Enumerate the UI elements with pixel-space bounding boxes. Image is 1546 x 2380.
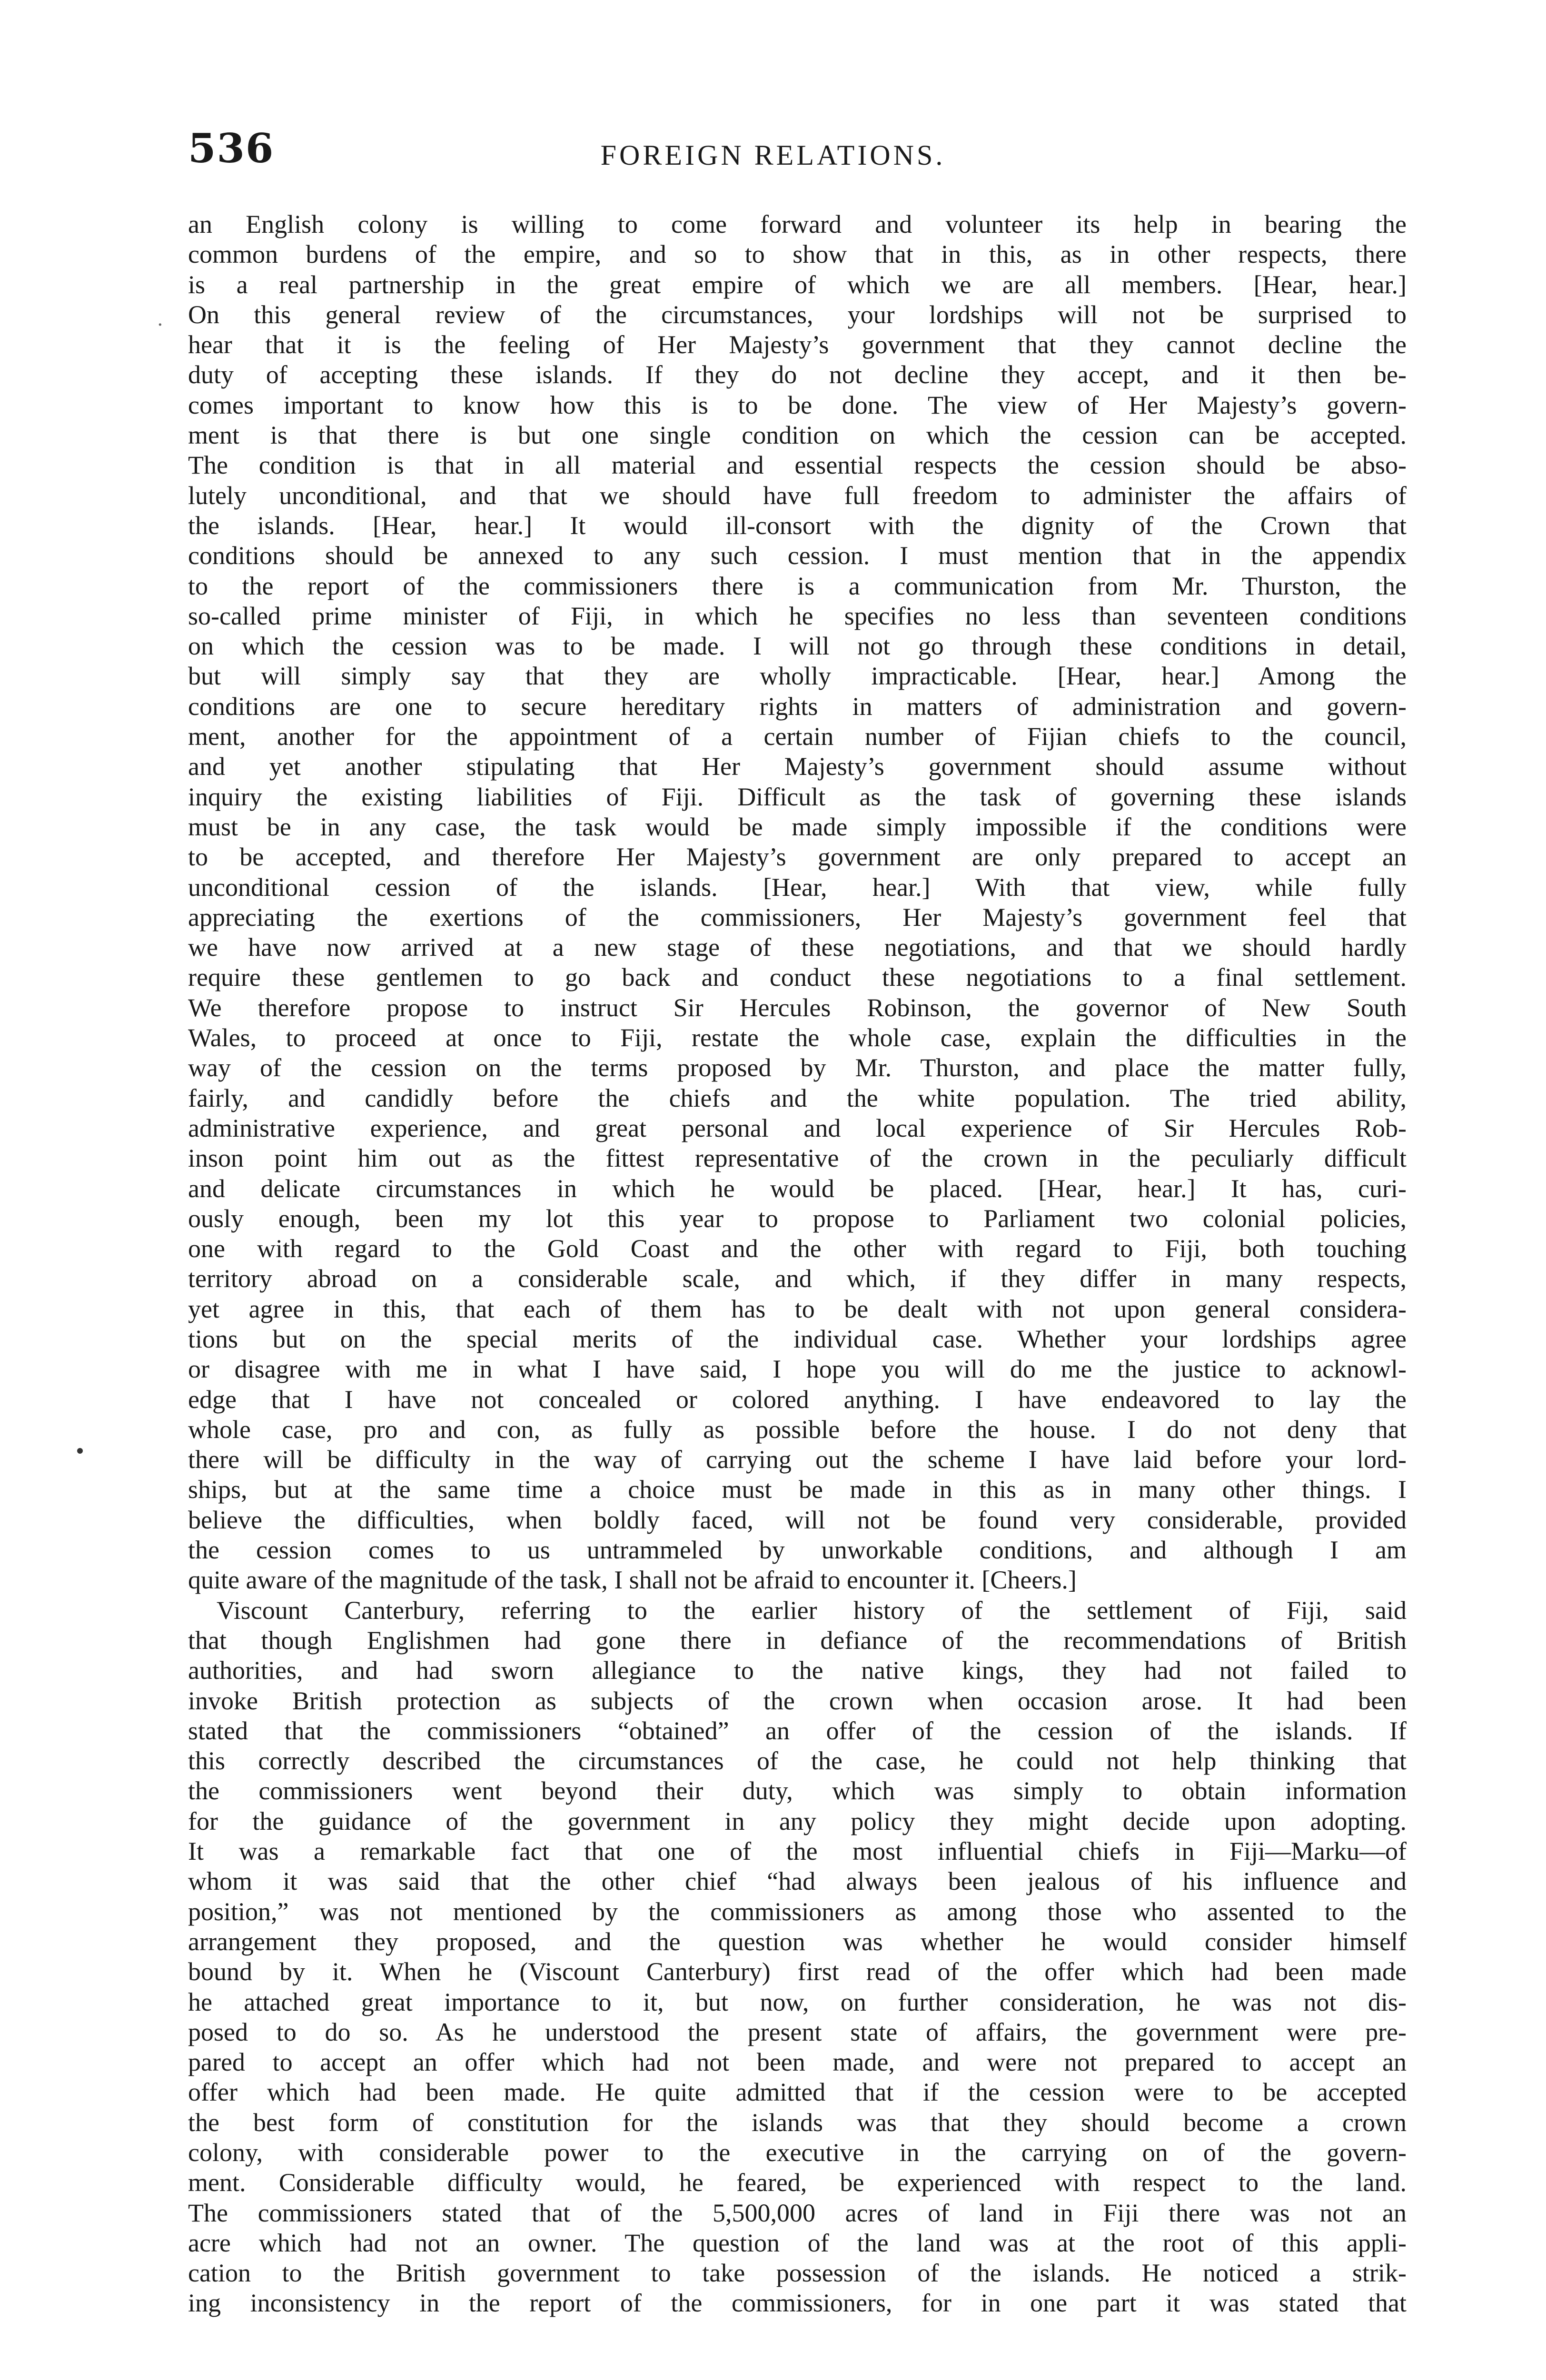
page-number: 536 [188,125,275,172]
text-line: The commissioners stated that of the 5,500,000 acres of land in Fiji there was not an [188,2198,1407,2227]
text-line: It was a remarkable fact that one of the most influential chiefs in Fiji—Marku—of [188,1837,1407,1866]
text-line: the islands. [Hear, hear.] It would ill-consort with the dignity of the Crown that [188,511,1407,540]
text-line: Wales, to proceed at once to Fiji, restate the whole case, explain the difficulties in the [188,1023,1407,1052]
text-line: administrative experience, and great personal and local experience of Sir Hercules Rob- [188,1113,1407,1142]
text-line: there will be difficulty in the way of carrying out the scheme I have laid before your lord- [188,1445,1407,1474]
text-line: acre which had not an owner. The question of the land was at the root of this appli- [188,2228,1407,2257]
text-line: so-called prime minister of Fiji, in which he specifies no less than seventeen conditions [188,601,1407,630]
text-line: we have now arrived at a new stage of these negotiations, and that we should hardly [188,933,1407,962]
body-text [188,209,1407,2319]
text-line: or disagree with me in what I have said, I hope you will do me the justice to acknowl- [188,1355,1407,1384]
text-line: appreciating the exertions of the commissioners, Her Majesty’s government feel that [188,902,1407,932]
text-line: require these gentlemen to go back and conduct these negotiations to a final settlement. [188,963,1407,992]
margin-dot-mark [77,1448,83,1454]
text-line: conditions should be annexed to any such cession. I must mention that in the appendix [188,541,1407,570]
text-line: cation to the British government to take possession of the islands. He noticed a strik- [188,2259,1407,2288]
text-line: yet agree in this, that each of them has to be dealt with not upon general considera- [188,1294,1407,1323]
text-line: believe the difficulties, when boldly faced, will not be found very considerable, provided [188,1505,1407,1534]
text-line: must be in any case, the task would be made simply impossible if the conditions were [188,812,1407,841]
text-line: and yet another stipulating that Her Majesty’s government should assume without [188,752,1407,781]
text-line: On this general review of the circumstances, your lordships will not be surprised to [188,300,1407,329]
text-line: inquiry the existing liabilities of Fiji. Difficult as the task of governing these islands [188,782,1407,811]
text-line: comes important to know how this is to be done. The view of Her Majesty’s govern- [188,390,1407,419]
text-line: an English colony is willing to come forward and volunteer its help in bearing the [188,210,1407,238]
text-line: common burdens of the empire, and so to show that in this, as in other respects, there [188,240,1407,269]
text-line: bound by it. When he (Viscount Canterbury) first read of the offer which had been made [188,1957,1407,1986]
text-line: edge that I have not concealed or colored anything. I have endeavored to lay the [188,1385,1407,1414]
text-line: conditions are one to secure hereditary rights in matters of administration and govern- [188,692,1407,721]
margin-tick-mark: · [157,314,163,336]
text-line: he attached great importance to it, but now, on further consideration, he was not dis- [188,1987,1407,2016]
text-line: invoke British protection as subjects of the crown when occasion arose. It had been [188,1686,1407,1715]
text-line: tions but on the special merits of the individual case. Whether your lordships agree [188,1324,1407,1353]
text-line: arrangement they proposed, and the question was whether he would consider himself [188,1927,1407,1956]
text-line: but will simply say that they are wholly impracticable. [Hear, hear.] Among the [188,662,1407,691]
text-line: to be accepted, and therefore Her Majesty’s government are only prepared to accept an [188,843,1407,872]
text-line: is a real partnership in the great empire of which we are all members. [Hear, hear.] [188,270,1407,299]
text-line: fairly, and candidly before the chiefs and the white population. The tried ability, [188,1083,1407,1112]
text-line: ships, but at the same time a choice must be made in this as in many other things. I [188,1475,1407,1504]
text-line: for the guidance of the government in any policy they might decide upon adopting. [188,1806,1407,1835]
text-line: territory abroad on a considerable scale, and which, if they differ in many respects, [188,1264,1407,1293]
text-line: stated that the commissioners “obtained” an offer of the cession of the islands. If [188,1716,1407,1745]
text-line: ment. Considerable difficulty would, he feared, be experienced with respect to the land. [188,2168,1407,2197]
text-line: pared to accept an offer which had not been made, and were not prepared to accept an [188,2048,1407,2077]
text-line: duty of accepting these islands. If they do not decline they accept, and it then be- [188,360,1407,389]
running-head: FOREIGN RELATIONS. [600,139,946,171]
text-line: on which the cession was to be made. I will not go through these conditions in detail, [188,632,1407,661]
text-line: that though Englishmen had gone there in defiance of the recommendations of British [188,1626,1407,1655]
text-line: colony, with considerable power to the executive in the carrying on of the govern- [188,2138,1407,2167]
text-line: whom it was said that the other chief “had always been jealous of his influence and [188,1867,1407,1896]
text-line: one with regard to the Gold Coast and the other with regard to Fiji, both touching [188,1234,1407,1263]
text-line: ing inconsistency in the report of the commissioners, for in one part it was stated that [188,2289,1407,2318]
text-line: the best form of constitution for the islands was that they should become a crown [188,2108,1407,2137]
text-line: the cession comes to us untrammeled by unworkable conditions, and although I am [188,1536,1407,1565]
text-line: ment, another for the appointment of a certain number of Fijian chiefs to the council, [188,722,1407,751]
text-line: whole case, pro and con, as fully as possible before the house. I do not deny that [188,1415,1407,1444]
text-line: hear that it is the feeling of Her Majesty’s government that they cannot decline the [188,330,1407,359]
text-line: posed to do so. As he understood the present state of affairs, the government were pre- [188,2017,1407,2046]
text-line: ously enough, been my lot this year to propose to Parliament two colonial policies, [188,1204,1407,1233]
text-line: The condition is that in all material and essential respects the cession should be abso- [188,451,1407,480]
text-line: position,” was not mentioned by the commissioners as among those who assented to the [188,1897,1407,1926]
text-line: inson point him out as the fittest representative of the crown in the peculiarly difficult [188,1144,1407,1173]
text-line: offer which had been made. He quite admitted that if the cession were to be accepted [188,2078,1407,2107]
text-line: unconditional cession of the islands. [Hear, hear.] With that view, while fully [188,873,1407,902]
text-line: way of the cession on the terms proposed by Mr. Thurston, and place the matter fully, [188,1053,1407,1082]
text-line: authorities, and had sworn allegiance to the native kings, they had not failed to [188,1656,1407,1685]
text-line: this correctly described the circumstances of the case, he could not help thinking that [188,1746,1407,1775]
text-line: the commissioners went beyond their duty, which was simply to obtain information [188,1776,1407,1805]
text-line: Viscount Canterbury, referring to the earlier history of the settlement of Fiji, said [217,1596,1407,1625]
text-line: ment is that there is but one single condition on which the cession can be accepted. [188,421,1407,450]
text-line: to the report of the commissioners there is a communication from Mr. Thurston, the [188,571,1407,600]
text-line: and delicate circumstances in which he would be placed. [Hear, hear.] It has, curi- [188,1174,1407,1203]
text-line: lutely unconditional, and that we should have full freedom to administer the affairs of [188,481,1407,510]
text-line: We therefore propose to instruct Sir Hercules Robinson, the governor of New South [188,993,1407,1022]
text-line: quite aware of the magnitude of the task, I shall not be afraid to encounter it. [Cheers.] [188,1566,1077,1595]
